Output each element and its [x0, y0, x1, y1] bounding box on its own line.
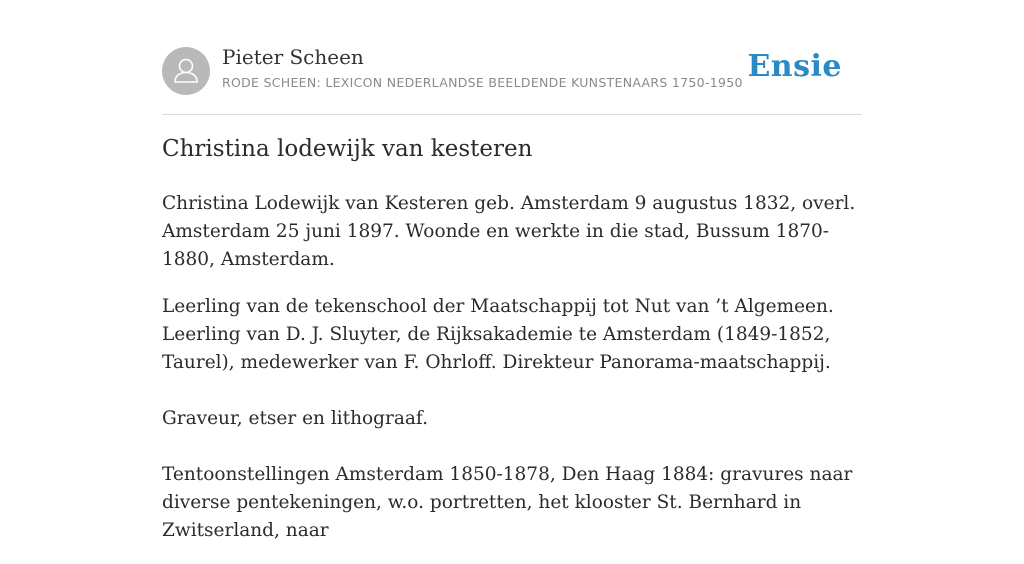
brand-logo[interactable]: Ensie — [747, 49, 842, 84]
source-title[interactable]: RODE SCHEEN: LEXICON NEDERLANDSE BEELDENDE KUNSTENAARS 1750-1950 — [222, 75, 743, 90]
article-paragraph: Tentoonstellingen Amsterdam 1850-1878, Den Haag 1884: gravures naar diverse pentekeningen, w.o. portretten, het klooster St. Bernhard in Zwitserland, naar — [162, 464, 853, 541]
article-title: Christina lodewijk van kesteren — [162, 136, 533, 162]
author-avatar[interactable] — [162, 47, 210, 95]
article-header — [162, 0, 862, 115]
article-body — [162, 190, 862, 564]
article-paragraph: Christina Lodewijk van Kesteren geb. Amsterdam 9 augustus 1832, overl. Amsterdam 25 juni 1897. Woonde en werkte in die stad, Bussum 1870-1880, Amsterdam. — [162, 193, 856, 270]
article-paragraph: Leerling van de tekenschool der Maatschappij tot Nut van ’t Algemeen. Leerling van D. J. Sluyter, de Rijksakademie te Amsterdam (1849-1852, Taurel), medewerker van F. Ohrloff. Direkteur Panorama-maatschappij. — [162, 296, 834, 373]
article-page — [162, 0, 862, 541]
author-name[interactable]: Pieter Scheen — [222, 45, 364, 69]
article-paragraph: Graveur, etser en lithograaf. — [162, 408, 428, 429]
user-icon — [162, 47, 210, 95]
